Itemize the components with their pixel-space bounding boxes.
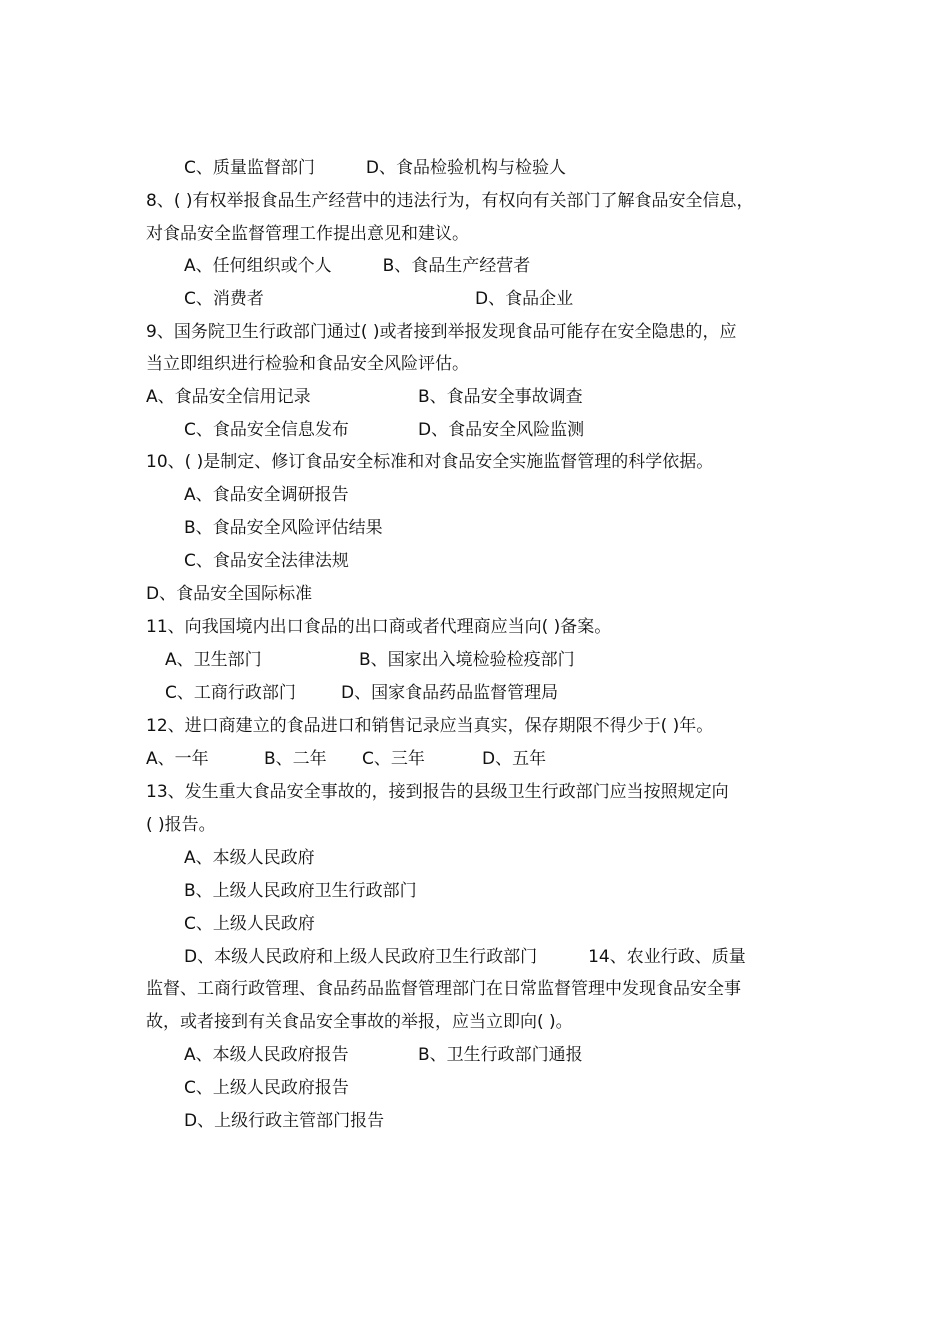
q14-question-cont2: 故，或者接到有关食品安全事故的举报，应当立即向( )。 (146, 1012, 573, 1032)
q12-question: 12、进口商建立的食品进口和销售记录应当真实，保存期限不得少于( )年。 (146, 716, 714, 736)
q13-option-a: A、本级人民政府 (184, 848, 315, 868)
q9-option-d: D、食品安全风险监测 (418, 420, 585, 440)
q9-option-b: B、食品安全事故调查 (418, 387, 583, 407)
q9-question-cont: 当立即组织进行检验和食品安全风险评估。 (146, 354, 469, 374)
q11-option-c: C、工商行政部门 (165, 683, 296, 703)
q9-option-a: A、食品安全信用记录 (146, 387, 311, 407)
q14-option-d: D、上级行政主管部门报告 (184, 1111, 385, 1131)
q11-option-b: B、国家出入境检验检疫部门 (359, 650, 575, 670)
q13-option-d-q14-start: D、本级人民政府和上级人民政府卫生行政部门 14、农业行政、质量 (184, 947, 746, 967)
q14-option-c: C、上级人民政府报告 (184, 1078, 349, 1098)
q14-option-a: A、本级人民政府报告 (184, 1045, 349, 1065)
q10-question: 10、( )是制定、修订食品安全标准和对食品安全实施监督管理的科学依据。 (146, 452, 714, 472)
q14-option-b: B、卫生行政部门通报 (418, 1045, 583, 1065)
q10-option-b: B、食品安全风险评估结果 (184, 518, 383, 538)
q13-question-cont: ( )报告。 (146, 815, 216, 835)
q8-question: 8、( )有权举报食品生产经营中的违法行为，有权向有关部门了解食品安全信息， (146, 191, 754, 211)
q12-option-c: C、三年 (362, 749, 425, 769)
q11-option-d: D、国家食品药品监督管理局 (341, 683, 559, 703)
q10-option-d: D、食品安全国际标准 (146, 584, 313, 604)
q8-option-c: C、消费者 (184, 289, 264, 309)
q12-option-a: A、一年 (146, 749, 209, 769)
q8-question-cont: 对食品安全监督管理工作提出意见和建议。 (146, 224, 469, 244)
q14-question-cont: 监督、工商行政管理、食品药品监督管理部门在日常监督管理中发现食品安全事 (146, 979, 741, 999)
q12-option-b: B、二年 (264, 749, 327, 769)
q10-option-c: C、食品安全法律法规 (184, 551, 349, 571)
q13-option-b: B、上级人民政府卫生行政部门 (184, 881, 417, 901)
q12-option-d: D、五年 (482, 749, 547, 769)
q10-option-a: A、食品安全调研报告 (184, 485, 349, 505)
q13-question: 13、发生重大食品安全事故的，接到报告的县级卫生行政部门应当按照规定向 (146, 782, 729, 802)
q9-option-c: C、食品安全信息发布 (184, 420, 349, 440)
q11-option-a: A、卫生部门 (165, 650, 262, 670)
q13-option-c: C、上级人民政府 (184, 914, 315, 934)
q8-option-d: D、食品企业 (475, 289, 574, 309)
q11-question: 11、向我国境内出口食品的出口商或者代理商应当向( )备案。 (146, 617, 612, 637)
q8-options-ab: A、任何组织或个人 B、食品生产经营者 (184, 256, 531, 276)
q7-options-cd: C、质量监督部门 D、食品检验机构与检验人 (184, 158, 566, 178)
q9-question: 9、国务院卫生行政部门通过( )或者接到举报发现食品可能存在安全隐患的，应 (146, 322, 737, 342)
